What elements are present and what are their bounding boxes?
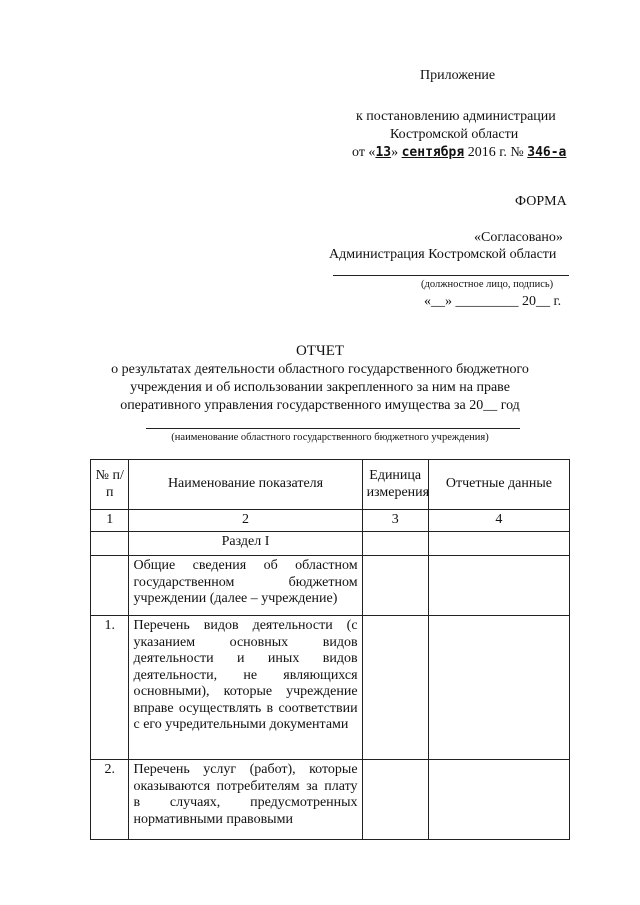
- row-unit: [362, 616, 428, 760]
- appendix-label: Приложение: [420, 68, 496, 83]
- approval-date-blank: «__» _________ 20__ г.: [424, 294, 562, 309]
- row-number: 2.: [91, 760, 129, 840]
- approval-agreed: «Согласовано»: [474, 230, 563, 245]
- decree-date: [352, 145, 566, 161]
- header-unit: Единица измерения: [362, 460, 428, 510]
- row-data: [428, 616, 569, 760]
- col-number-4: 4: [428, 510, 569, 532]
- row-text: Общие сведения об областном государственном бюджетном учреждении (далее – учреждение): [129, 556, 362, 616]
- section-row: [91, 532, 570, 556]
- table-row: [91, 616, 570, 760]
- date-number: 346-а: [527, 145, 567, 160]
- col-number-2: 2: [129, 510, 362, 532]
- header-data: Отчетные данные: [428, 460, 569, 510]
- table-header-row: [91, 460, 570, 510]
- date-suffix: 2016 г. №: [464, 145, 524, 160]
- table-row: [91, 556, 570, 616]
- col-number-3: 3: [362, 510, 428, 532]
- row-data: [428, 556, 569, 616]
- header-indicator: Наименование показателя: [129, 460, 362, 510]
- section-label: Раздел I: [129, 532, 362, 556]
- col-number-1: 1: [91, 510, 129, 532]
- row-unit: [362, 556, 428, 616]
- institution-name-line: [146, 428, 520, 429]
- report-subtitle-2: учреждения и об использовании закрепленного за ним на праве: [130, 380, 510, 395]
- signature-caption: (должностное лицо, подпись): [421, 279, 554, 290]
- date-prefix: от «: [352, 145, 376, 160]
- row-text: Перечень услуг (работ), которые оказываются потребителям за плату в случаях, предусмотренных нормативными правовыми: [129, 760, 362, 840]
- approval-authority: Администрация Костромской области: [329, 247, 557, 262]
- decree-line-1: к постановлению администрации: [356, 109, 556, 124]
- row-unit: [362, 760, 428, 840]
- column-number-row: [91, 510, 570, 532]
- decree-line-2: Костромской области: [390, 127, 519, 142]
- row-number: [91, 556, 129, 616]
- date-day: 13: [375, 145, 392, 160]
- date-mid: »: [391, 145, 402, 160]
- header-number: № п/п: [91, 460, 129, 510]
- report-subtitle-1: о результатах деятельности областного государственного бюджетного: [111, 362, 529, 377]
- report-table: [90, 459, 570, 840]
- date-month: сентября: [401, 145, 465, 160]
- table-row: [91, 760, 570, 840]
- form-label: ФОРМА: [515, 194, 567, 209]
- row-text: Перечень видов деятельности (с указанием основных видов деятельности и иных видов деятельности, не являющихся основными), которые учреждение вправе осуществлять в соответствии с его учредительными документами: [129, 616, 362, 760]
- row-number: 1.: [91, 616, 129, 760]
- row-data: [428, 760, 569, 840]
- report-title: ОТЧЕТ: [295, 343, 345, 359]
- institution-caption: (наименование областного государственного бюджетного учреждения): [171, 432, 489, 443]
- report-subtitle-3: оперативного управления государственного имущества за 20__ год: [120, 398, 520, 413]
- signature-line: [333, 275, 569, 276]
